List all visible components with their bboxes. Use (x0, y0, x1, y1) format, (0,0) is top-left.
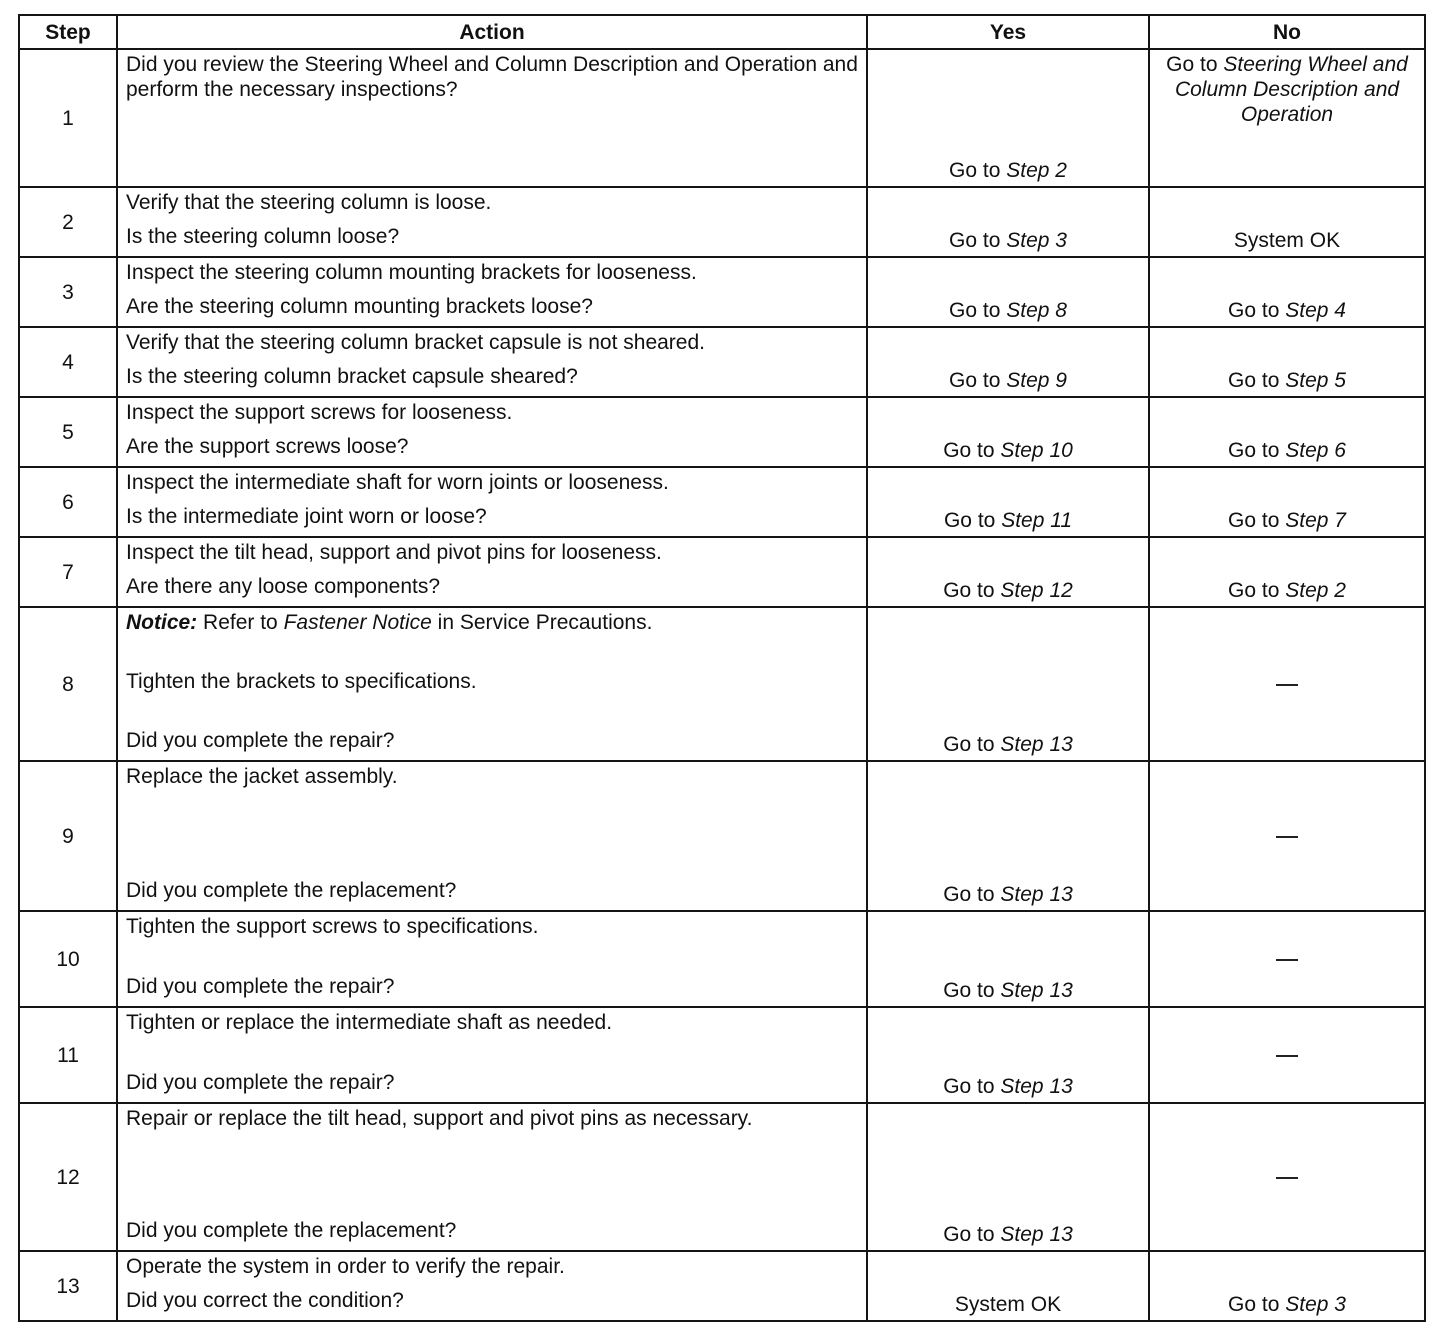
yes-cell (867, 1007, 1149, 1103)
step-number: 5 (19, 397, 117, 467)
action-text: Inspect the steering column mounting brackets for looseness. (126, 261, 697, 284)
no-prefix: Go to (1228, 579, 1280, 602)
no-step-ref: Step 2 (1285, 579, 1346, 602)
table-row (19, 49, 1425, 187)
step-number: 3 (19, 257, 117, 327)
table-row (19, 187, 1425, 257)
action-question: Is the intermediate joint worn or loose? (126, 505, 487, 528)
yes-prefix: Go to (949, 299, 1001, 322)
step-number: 12 (19, 1103, 117, 1251)
yes-prefix: Go to (943, 979, 995, 1002)
action-text: Replace the jacket assembly. (126, 765, 398, 788)
no-prefix: Go to (1166, 53, 1218, 76)
action-question: Did you complete the repair? (126, 729, 395, 752)
yes-step-ref: Step 13 (1000, 1223, 1073, 1246)
diagnostic-table (18, 14, 1426, 1322)
no-dash (1276, 836, 1298, 838)
step-number: 8 (19, 607, 117, 761)
action-question: Are there any loose components? (126, 575, 441, 598)
action-text: Tighten or replace the intermediate shaft as needed. (126, 1011, 613, 1034)
header-no: No (1149, 15, 1425, 49)
no-cell (1149, 49, 1425, 187)
yes-prefix: Go to (943, 733, 995, 756)
action-question: Did you correct the condition? (126, 1289, 404, 1312)
yes-cell (867, 397, 1149, 467)
no-cell (1149, 537, 1425, 607)
no-cell (1149, 911, 1425, 1007)
no-dash (1276, 1177, 1298, 1179)
yes-prefix: Go to (949, 159, 1001, 182)
no-cell (1149, 257, 1425, 327)
step-number: 2 (19, 187, 117, 257)
action-question: Did you complete the replacement? (126, 1219, 457, 1242)
no-text: System OK (1233, 229, 1341, 252)
action-text: Inspect the intermediate shaft for worn joints or looseness. (126, 471, 669, 494)
action-question: Is the steering column bracket capsule sheared? (126, 365, 578, 388)
yes-prefix: Go to (943, 883, 995, 906)
yes-cell (867, 187, 1149, 257)
action-text: Verify that the steering column bracket capsule is not sheared. (126, 331, 705, 354)
table-row (19, 761, 1425, 911)
yes-step-ref: Step 13 (1000, 1075, 1073, 1098)
action-cell (117, 1007, 867, 1103)
action-cell (117, 257, 867, 327)
no-ref: Steering Wheel and Column Description and Operation (1174, 53, 1408, 126)
action-question: Did you complete the repair? (126, 975, 395, 998)
notice-label: Notice: (126, 611, 198, 634)
action-cell (117, 49, 867, 187)
yes-cell (867, 911, 1149, 1007)
no-cell (1149, 761, 1425, 911)
yes-prefix: Go to (943, 439, 995, 462)
table-row (19, 257, 1425, 327)
action-cell (117, 397, 867, 467)
action-question: Did you complete the replacement? (126, 879, 457, 902)
yes-step-ref: Step 10 (1000, 439, 1073, 462)
action-text: Repair or replace the tilt head, support and pivot pins as necessary. (126, 1107, 753, 1130)
no-step-ref: Step 7 (1285, 509, 1346, 532)
fastener-notice-ref: Fastener Notice (283, 611, 432, 634)
table-row (19, 1251, 1425, 1321)
yes-prefix: Go to (949, 229, 1001, 252)
step-number: 9 (19, 761, 117, 911)
yes-step-ref: Step 9 (1006, 369, 1067, 392)
action-question: Are the support screws loose? (126, 435, 409, 458)
action-cell (117, 537, 867, 607)
action-cell (117, 1251, 867, 1321)
header-row (19, 15, 1425, 49)
table-row (19, 537, 1425, 607)
no-dash (1276, 959, 1298, 961)
action-text: Tighten the brackets to specifications. (126, 670, 477, 693)
no-cell (1149, 1103, 1425, 1251)
no-prefix: Go to (1228, 439, 1280, 462)
header-action: Action (117, 15, 867, 49)
table-row (19, 1103, 1425, 1251)
yes-step-ref: Step 13 (1000, 883, 1073, 906)
step-number: 6 (19, 467, 117, 537)
notice-pre: Refer to (203, 611, 278, 634)
table-row (19, 911, 1425, 1007)
action-cell (117, 607, 867, 761)
action-cell (117, 327, 867, 397)
no-cell (1149, 187, 1425, 257)
table-row (19, 607, 1425, 761)
no-prefix: Go to (1228, 1293, 1280, 1316)
action-cell (117, 467, 867, 537)
step-number: 1 (19, 49, 117, 187)
action-cell (117, 761, 867, 911)
action-text: Operate the system in order to verify the repair. (126, 1255, 565, 1278)
no-step-ref: Step 5 (1285, 369, 1346, 392)
step-number: 7 (19, 537, 117, 607)
no-prefix: Go to (1228, 369, 1280, 392)
no-cell (1149, 397, 1425, 467)
action-text: Tighten the support screws to specifications. (126, 915, 539, 938)
table-row (19, 1007, 1425, 1103)
yes-step-ref: Step 2 (1006, 159, 1067, 182)
notice-post: in Service Precautions. (437, 611, 653, 634)
no-cell (1149, 1007, 1425, 1103)
action-cell (117, 187, 867, 257)
no-dash (1276, 684, 1298, 686)
action-question: Is the steering column loose? (126, 225, 400, 248)
no-dash (1276, 1055, 1298, 1057)
header-yes: Yes (867, 15, 1149, 49)
yes-step-ref: Step 11 (1001, 509, 1073, 532)
yes-cell (867, 467, 1149, 537)
yes-cell (867, 327, 1149, 397)
yes-cell (867, 761, 1149, 911)
yes-text: System OK (954, 1293, 1062, 1316)
action-cell (117, 1103, 867, 1251)
no-cell (1149, 327, 1425, 397)
yes-prefix: Go to (943, 1223, 995, 1246)
step-number: 4 (19, 327, 117, 397)
step-number: 11 (19, 1007, 117, 1103)
yes-cell (867, 607, 1149, 761)
yes-prefix: Go to (943, 1075, 995, 1098)
yes-prefix: Go to (943, 509, 996, 532)
yes-step-ref: Step 13 (1000, 979, 1073, 1002)
yes-cell (867, 257, 1149, 327)
yes-cell (867, 1251, 1149, 1321)
step-number: 10 (19, 911, 117, 1007)
action-cell (117, 911, 867, 1007)
notice-line (126, 610, 858, 635)
yes-cell (867, 1103, 1149, 1251)
yes-step-ref: Step 13 (1000, 733, 1073, 756)
no-prefix: Go to (1228, 299, 1280, 322)
table-row (19, 397, 1425, 467)
action-text: Verify that the steering column is loose. (126, 191, 492, 214)
action-text: Inspect the support screws for looseness. (126, 401, 513, 424)
action-question: Did you complete the repair? (126, 1071, 395, 1094)
yes-step-ref: Step 12 (1000, 579, 1073, 602)
table-row (19, 327, 1425, 397)
no-step-ref: Step 4 (1285, 299, 1346, 322)
action-text: Did you review the Steering Wheel and Column Description and Operation and perform the necessary inspections? (126, 53, 858, 101)
yes-prefix: Go to (949, 369, 1001, 392)
no-cell (1149, 607, 1425, 761)
no-step-ref: Step 6 (1285, 439, 1346, 462)
table-row (19, 467, 1425, 537)
no-cell (1149, 1251, 1425, 1321)
yes-cell (867, 537, 1149, 607)
no-step-ref: Step 3 (1285, 1293, 1346, 1316)
no-prefix: Go to (1228, 509, 1280, 532)
yes-step-ref: Step 3 (1006, 229, 1067, 252)
yes-step-ref: Step 8 (1006, 299, 1067, 322)
yes-prefix: Go to (943, 579, 995, 602)
action-question: Are the steering column mounting brackets loose? (126, 295, 593, 318)
step-number: 13 (19, 1251, 117, 1321)
no-cell (1149, 467, 1425, 537)
action-text: Inspect the tilt head, support and pivot pins for looseness. (126, 541, 662, 564)
yes-cell (867, 49, 1149, 187)
header-step: Step (19, 15, 117, 49)
